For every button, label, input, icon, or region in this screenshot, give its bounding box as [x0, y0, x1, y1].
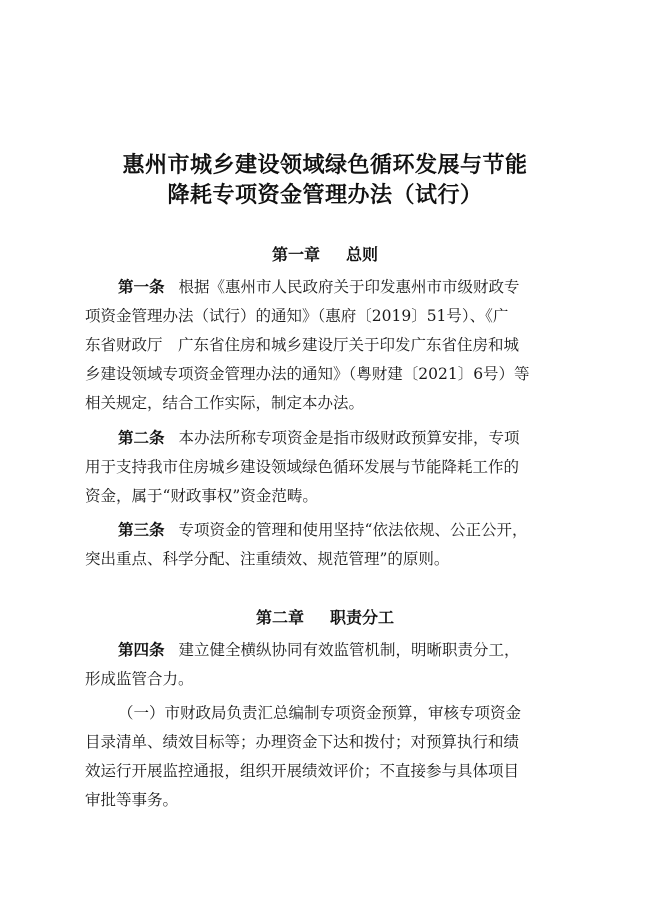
article-1-line-2: 项资金管理办法（试行）的通知》（惠府〔2019〕51号）、《广 [85, 307, 509, 325]
article-1-line-3: 东省财政厅 广东省住房和城乡建设厅关于印发广东省住房和城 [85, 336, 520, 354]
chapter-2-name: 职责分工 [330, 608, 395, 627]
article-4 [85, 636, 585, 694]
article-1-text-1: 根据《惠州市人民政府关于印发惠州市市级财政专 [178, 278, 520, 296]
chapter-2-heading [0, 607, 650, 629]
article-2-text-1: 本办法所称专项资金是指市级财政预算安排，专项 [178, 429, 520, 447]
article-4-text-1: 建立健全横纵协同有效监管机制，明晰职责分工， [178, 641, 520, 659]
article-2-line-1 [85, 424, 585, 453]
document-title-line-1: 惠州市城乡建设领域绿色循环发展与节能 [122, 152, 528, 178]
clause-1-line-1: （一）市财政局负责汇总编制专项资金预算，审核专项资金 [118, 704, 522, 722]
article-3-line-2: 突出重点、科学分配、注重绩效、规范管理”的原则。 [85, 550, 450, 568]
chapter-1-heading [0, 244, 650, 266]
article-1-line-4: 乡建设领域专项资金管理办法的通知》（粤财建〔2021〕6号）等 [85, 365, 530, 383]
clause-1-line-2: 目录清单、绩效目标等；办理资金下达和拨付；对预算执行和绩 [85, 733, 520, 751]
article-1 [85, 273, 585, 418]
article-4-label: 第四条 [118, 641, 165, 659]
document-title-line-2: 降耗专项资金管理办法（试行） [167, 182, 483, 208]
article-2-line-3: 资金，属于“财政事权”资金范畴。 [85, 487, 318, 505]
article-4-line-2: 形成监管合力。 [85, 670, 194, 688]
article-3 [85, 516, 585, 574]
article-1-label: 第一条 [118, 278, 165, 296]
clause-1-line-3: 效运行开展监控通报，组织开展绩效评价；不直接参与具体项目 [85, 762, 520, 780]
article-3-label: 第三条 [118, 521, 165, 539]
article-2-label: 第二条 [118, 429, 165, 447]
article-2 [85, 424, 585, 511]
article-3-line-1 [85, 516, 585, 545]
article-4-line-1 [85, 636, 585, 665]
clause-1 [85, 699, 585, 815]
article-2-line-2: 用于支持我市住房城乡建设领域绿色循环发展与节能降耗工作的 [85, 458, 520, 476]
article-1-line-5: 相关规定，结合工作实际，制定本办法。 [85, 394, 365, 412]
article-3-text-1: 专项资金的管理和使用坚持“依法依规、公正公开， [178, 521, 528, 539]
chapter-1-number: 第一章 [271, 245, 320, 264]
chapter-2-number: 第二章 [255, 608, 304, 627]
clause-1-line-4: 审批等事务。 [85, 791, 179, 809]
chapter-1-name: 总则 [346, 245, 379, 264]
article-1-line-1 [85, 273, 585, 302]
